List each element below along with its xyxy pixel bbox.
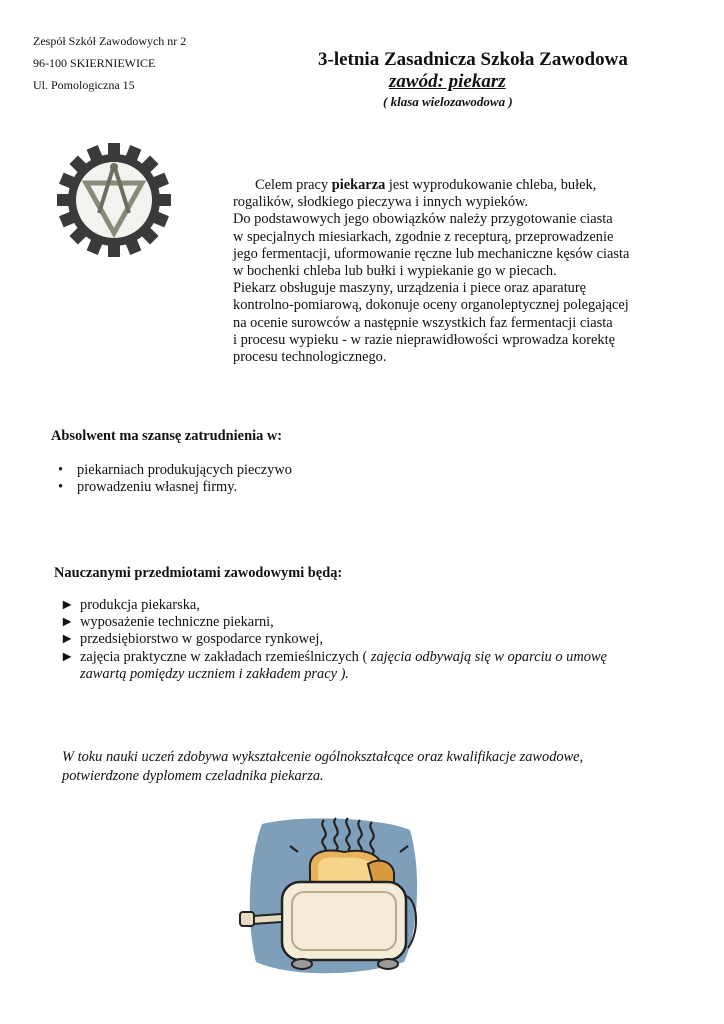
- list-item-label: przedsiębiorstwo w gospodarce rynkowej,: [80, 631, 323, 648]
- arrow-bullet-icon: ►: [60, 597, 75, 613]
- intro-line: w specjalnych miesiarkach, zgodnie z recepturą, przeprowadzenie: [233, 228, 614, 245]
- arrow-bullet-icon: ►: [60, 648, 75, 665]
- subjects-list: [60, 597, 660, 683]
- list-item-label: wyposażenie techniczne piekarni,: [80, 614, 274, 631]
- profession-title: zawód: piekarz: [389, 71, 506, 92]
- intro-line: w bochenki chleba lub bułki i wypiekanie go w piecach.: [233, 263, 557, 280]
- list-item: [60, 631, 660, 648]
- intro-line: Do podstawowych jego obowiązków należy przygotowanie ciasta: [233, 211, 613, 228]
- toaster-icon: [232, 812, 432, 982]
- arrow-bullet-icon: ►: [60, 631, 75, 648]
- intro-line: procesu technologicznego.: [233, 349, 387, 366]
- intro-line: Piekarz obsługuje maszyny, urządzenia i piece oraz aparaturę: [233, 280, 587, 297]
- intro-line: rogalików, słodkiego pieczywa i innych wypieków.: [233, 194, 529, 211]
- intro-line: na ocenie surowców a następnie wszystkich faz fermentacji ciasta: [233, 314, 613, 331]
- intro-line: kontrolno-pomiarową, dokonuje oceny organoleptycznej polegającej: [233, 297, 629, 314]
- closing-line: W toku nauki uczeń zdobywa wykształcenie ogólnokształcące oraz kwalifikacje zawodowe,: [62, 749, 584, 765]
- bullet-icon: •: [58, 479, 64, 496]
- list-item: [60, 649, 660, 683]
- list-item: [60, 614, 660, 631]
- school-logo-icon: [55, 141, 173, 259]
- intro-line: i procesu wypieku - w razie nieprawidłowości wprowadza korektę: [233, 331, 616, 348]
- practice-note-continued: zawartą pomiędzy uczniem i zakładem pracy ).: [80, 665, 349, 682]
- list-item-label: piekarniach produkujących pieczywo: [77, 462, 292, 478]
- list-item: [60, 597, 660, 614]
- arrow-bullet-icon: ►: [60, 614, 75, 631]
- list-item-label: zajęcia praktyczne w zakładach rzemieślniczych (: [80, 648, 368, 665]
- practice-note: zajęcia odbywają się w oparciu o umowę: [367, 648, 607, 665]
- intro-paragraph: [233, 177, 653, 366]
- intro-line: [233, 177, 653, 194]
- employment-heading: Absolwent ma szansę zatrudnienia w:: [51, 428, 283, 444]
- postal-city: 96-100 SKIERNIEWICE: [33, 56, 156, 70]
- intro-line: jego fermentacji, uformowanie ręczne lub mechaniczne kęsów ciasta: [233, 245, 630, 262]
- list-item: [58, 479, 458, 496]
- page-title: 3-letnia Zasadnicza Szkoła Zawodowa: [318, 49, 628, 70]
- closing-line: potwierdzone dyplomem czeladnika piekarza.: [62, 767, 324, 784]
- profession-bold: piekarza: [331, 177, 386, 193]
- list-item-label: produkcja piekarska,: [80, 597, 200, 613]
- intro-lead: Celem pracy: [255, 177, 332, 193]
- subjects-heading: Nauczanymi przedmiotami zawodowymi będą:: [54, 565, 343, 581]
- closing-statement: [62, 748, 642, 785]
- employment-list: [58, 462, 458, 496]
- class-type: ( klasa wielozawodowa ): [383, 94, 513, 109]
- school-name: Zespół Szkół Zawodowych nr 2: [33, 34, 187, 48]
- list-item-label: prowadzeniu własnej firmy.: [77, 479, 238, 496]
- list-item: [58, 462, 458, 479]
- bullet-icon: •: [58, 462, 64, 478]
- intro-line-rest: jest wyprodukowanie chleba, bułek,: [385, 177, 597, 193]
- street-address: Ul. Pomologiczna 15: [33, 78, 135, 92]
- school-address: [33, 34, 186, 92]
